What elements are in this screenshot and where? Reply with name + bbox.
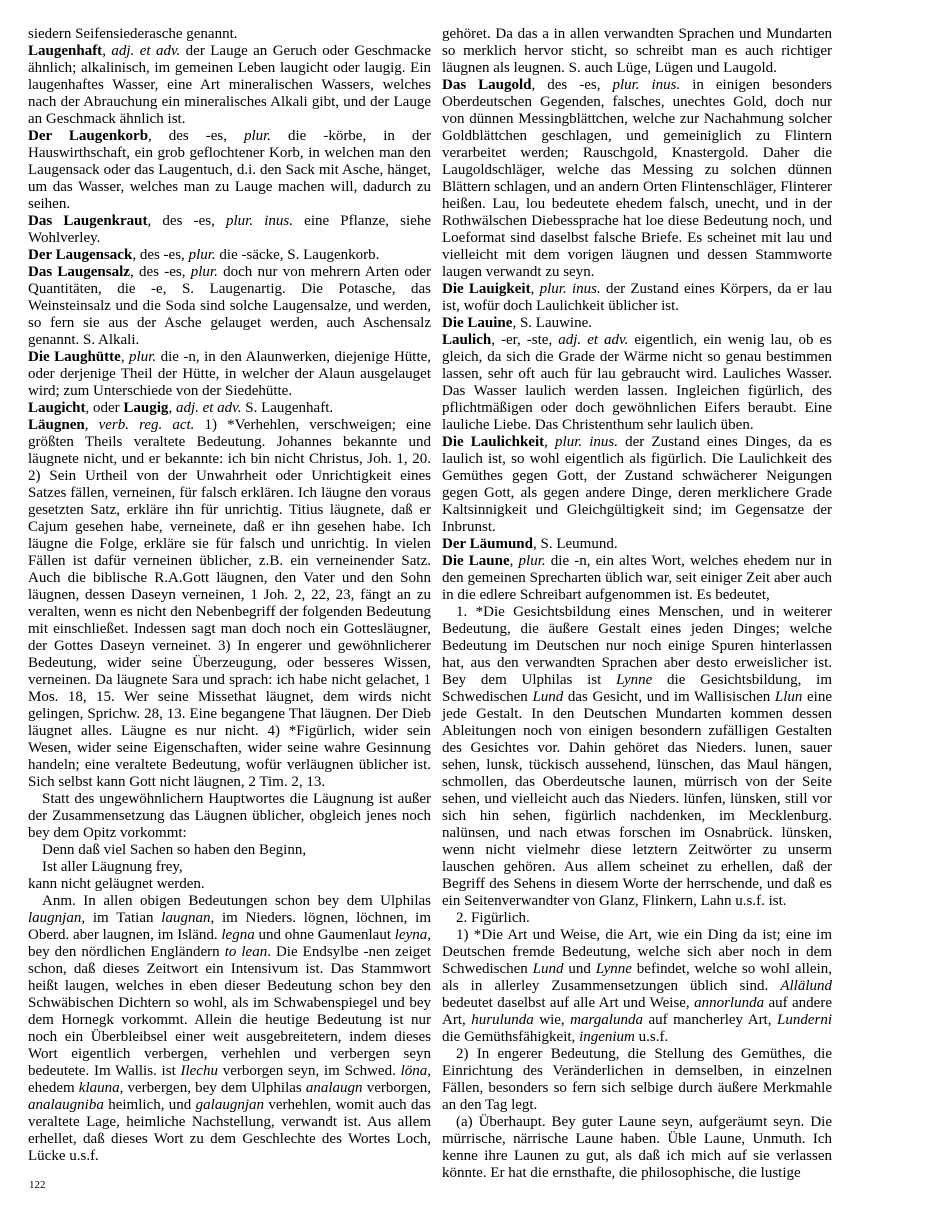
left-column — [28, 26, 431, 1182]
text-segment: , des -es, — [147, 213, 226, 229]
paragraph — [442, 927, 832, 1046]
text-segment: 1) *Verhehlen, verschweigen; eine größten Theils veraltete Bedeutung. Johannes bekannte und läugnete nicht, und er bekannte: ich bin nicht Christus, Joh. 1, 20. 2) Sein Urtheil von der Unwahrheit oder Unrichtigkeit eines Satzes fällen, verneinen, für falsch erklären. Ich läugne den voraus gesetzten Satz, erkläre ihn für unrichtig. Titius läugnete, daß er Cajum gesehen habe, verneinete, daß er ihn gesehen habe. Ich läugne die Folge, erkläre sie für falsch und unrichtig. In vielen Fällen ist dafür verneinen üblicher, z.B. ein verneinender Satz. Auch die biblische R.A.Gott läugnen, den Vater und den Sohn läugnen, dessen Daseyn verneinen, 1 Joh. 2, 22, 23, fängt an zu veralten, wenn es nicht den Nebenbegriff der folgenden Bedeutung mit einschließet. Indessen sagt man doch noch ein Gottesläugner, der Gottes Daseyn verneinet. 3) In engerer und gewöhnlicherer Bedeutung, wider seine Überzeugung, oder besseres Wissen, verneinen. Da läugnete Sara und sprach: ich habe nicht gelachet, 1 Mos. 18, 15. Wer seine Missethat läugnet, dem wirds nicht gelingen, Sprichw. 28, 13. Eine begangene That läugnen. Der Dieb läugnet alles. Läugne es nur nicht. 4) *Figürlich, wider sein Wesen, wider seine Eigenschaften, wider seine wahre Gesinnung handeln; eine veraltete Bedeutung, wofür verläugnen üblicher ist. Sich selbst kann Gott nicht läugnen, 2 Tim. 2, 13. — [28, 417, 432, 790]
paragraph — [28, 417, 431, 791]
text-segment: , -er, -ste, — [491, 332, 559, 348]
headword: Der Laugensack — [28, 247, 133, 263]
paragraph — [442, 1114, 832, 1182]
text-segment: siedern Seifensiederasche genannt. — [28, 26, 238, 42]
headword: Läugnen — [28, 417, 85, 433]
headword: Laulich — [442, 332, 492, 348]
paragraph — [442, 315, 832, 332]
text-segment: laugnan — [161, 910, 211, 926]
text-segment: , — [102, 43, 112, 59]
text-segment: verhehlen, womit auch das veraltete Lage, heimliche Nachstellung, verwandt ist. Aus allem erhellet, daß dieses Wort zu dem Geschlechte des Wortes Loch, Lücke u.s.f. — [28, 1097, 431, 1164]
text-segment: auf mancherley Art, — [642, 1012, 777, 1028]
text-segment: plur. — [190, 264, 218, 280]
text-segment: Allälund — [780, 978, 832, 994]
text-segment: Lynne — [595, 961, 632, 977]
paragraph — [28, 264, 431, 349]
text-segment: plur. — [243, 128, 272, 144]
text-segment: , — [530, 281, 540, 297]
text-segment: plur. inus. — [225, 213, 293, 229]
headword: Die Lauine — [442, 315, 513, 331]
text-segment: analaugn — [305, 1080, 363, 1096]
text-segment: 1. *Die Gesichtsbildung eines Menschen, und in weiterer Bedeutung, die äußere Gestalt eines jeden Dinges; welche Bedeutung im Deutschen nur noch einige Spuren hinterlassen hat, aus den verwandten Sprachen aber desto erweislicher ist. Bey dem Ulphilas ist — [442, 604, 832, 688]
text-segment: analaugniba — [28, 1097, 104, 1113]
text-segment: . Die Endsylbe -nen zeiget schon, daß dieses Zeitwort ein Intensivum ist. Das Stammwort heißt laugen, welches in eben dieser Bedeutung schon bey den Schwäbischen Dichtern so wohl, als im Schwabenspiegel und bey dem Hornegk vorkommt. Allein die heutige Bedeutung ist nur noch ein Überbleibsel einer weit ausgebreitetern, indem dieses Wort eigentlich verbergen, verhehlen und verbergen seyn bedeutete. Im Wallis. ist — [28, 944, 431, 1079]
text-segment: 2. Figürlich. — [456, 910, 530, 926]
text-segment: , des -es, — [132, 247, 189, 263]
text-segment: und — [563, 961, 596, 977]
text-segment: der Zustand eines Körpers, da er lau ist, wofür doch Laulichkeit üblicher ist. — [442, 281, 832, 314]
paragraph — [442, 77, 832, 281]
text-segment: die -n, in den Alaunwerken, diejenige Hütte, oder derjenige Theil der Hütte, in welcher der Alaun ausgelauget wird; zum Unterschiede von der Siedehütte. — [28, 349, 432, 399]
text-segment: heimlich, und — [103, 1097, 196, 1113]
paragraph — [442, 26, 832, 77]
text-segment: eigentlich, ein wenig lau, ob es gleich, da sich die Grade der Wärme nicht so genau bestimmen lassen, sehr oft auch für lau gebraucht wird. Lauliches Wasser. Das Wasser laulich werden lassen. Ingleichen figürlich, des pflichtmäßigen oder doch gewöhnlichen Eifers beraubt. Eine lauliche Liebe. Das Christenthum sehr laulich üben. — [442, 332, 832, 433]
text-segment: die Gesichtsbildung, im Schwedischen — [442, 672, 832, 705]
text-segment: gehöret. Da das a in allen verwandten Sprachen und Mundarten so merklich hervor sticht, so schreibt man es auch richtiger läugnen als leugnen. S. auch Lüge, Lügen und Laugold. — [442, 26, 832, 76]
text-segment: Lund — [532, 689, 564, 705]
paragraph — [442, 910, 832, 927]
text-segment: Anm. In allen obigen Bedeutungen schon bey dem Ulphilas — [42, 893, 431, 909]
text-segment: verborgen, — [362, 1080, 431, 1096]
text-segment: , S. Lauwine. — [512, 315, 593, 331]
text-segment: , oder — [85, 400, 124, 416]
paragraph — [442, 332, 832, 434]
text-segment: , verbergen, bey dem Ulphilas — [119, 1080, 306, 1096]
headword: Die Laulichkeit — [442, 434, 545, 450]
paragraph — [28, 128, 431, 213]
text-segment: leyna — [394, 927, 428, 943]
paragraph — [442, 553, 832, 604]
paragraph — [28, 43, 431, 128]
text-segment: S. Laugenhaft. — [241, 400, 334, 416]
text-segment: ingenium — [579, 1029, 635, 1045]
text-segment: das Gesicht, und im Wallisischen — [563, 689, 775, 705]
text-segment: , — [84, 417, 99, 433]
text-segment: die Gemüthsfähigkeit, — [442, 1029, 580, 1045]
text-segment: verborgen seyn, im Schwed. — [217, 1063, 401, 1079]
text-segment: Lunderni — [776, 1012, 832, 1028]
paragraph — [28, 876, 431, 893]
text-segment: , im Tatian — [81, 910, 162, 926]
paragraph — [28, 247, 431, 264]
text-segment: u.s.f. — [634, 1029, 669, 1045]
text-segment: die -säcke, S. Laugenkorb. — [215, 247, 380, 263]
text-segment: doch nur von mehrern Arten oder Quantitäten, die -e, S. Laugenartig. Die Potasche, das Weinsteinsalz und die Soda sind solche Laugensalze, und werden, so fern sie aus der Asche gelauget werden, auch Aschensalz genannt. S. Alkali. — [28, 264, 431, 348]
text-segment: , S. Leumund. — [533, 536, 618, 552]
headword: Das Laugensalz — [28, 264, 130, 280]
text-segment: kann nicht geläugnet werden. — [28, 876, 205, 892]
text-segment: legna — [221, 927, 255, 943]
text-segment: wie, — [533, 1012, 571, 1028]
text-segment: , des -es, — [531, 77, 613, 93]
page-number: 122 — [29, 1179, 46, 1191]
headword: Laugenhaft — [28, 43, 103, 59]
text-segment: verb. reg. act. — [98, 417, 195, 433]
paragraph — [28, 349, 431, 400]
text-segment: die -körbe, in der Hauswirthschaft, ein grob geflochtener Korb, in welchen man den Laugensack oder das Laugentuch, d.i. den Sack mit Asche, hänget, um das Wasser, welches man zu Lauge machen will, dadurch zu seihen. — [28, 128, 431, 212]
text-segment: löna — [400, 1063, 428, 1079]
text-segment: adj. et adv. — [558, 332, 629, 348]
headword: Die Laughütte — [28, 349, 121, 365]
text-segment: klauna — [78, 1080, 120, 1096]
headword: Das Laugenkraut — [28, 213, 148, 229]
text-segment: , — [544, 434, 556, 450]
paragraph — [28, 400, 431, 417]
headword: Die Laune — [442, 553, 510, 569]
text-segment: annorlunda — [694, 995, 765, 1011]
text-segment: Denn daß viel Sachen so haben den Beginn, — [42, 842, 307, 858]
text-segment: , bey den nördlichen Engländern — [28, 927, 432, 960]
headword: Das Laugold — [442, 77, 532, 93]
text-segment: Llun — [774, 689, 803, 705]
text-segment: auf andere Art, — [442, 995, 832, 1028]
text-segment: plur. — [518, 553, 546, 569]
paragraph — [28, 842, 431, 859]
text-segment: Lynne — [616, 672, 653, 688]
headword: Laugig — [123, 400, 169, 416]
text-segment: , ehedem — [28, 1063, 431, 1096]
text-columns — [28, 26, 832, 1182]
text-segment: der Lauge an Geruch oder Geschmacke ähnlich; alkalinisch, im gemeinen Leben laugicht oder laugig. Ein laugenhaftes Wasser, eine Art mineralischen Wassers, welches nach der Abrauchung ein mineralisches Alkali gibt, und der Lauge an Geschmack ähnlich ist. — [28, 43, 431, 127]
text-segment: 2) In engerer Bedeutung, die Stellung des Gemüthes, die Einrichtung des Veränderlichen in demselben, in einzelnen Fällen, besonders so fern sich selbige durch äußere Merkmahle an den Tag legt. — [442, 1046, 832, 1113]
paragraph — [442, 536, 832, 553]
headword: Laugicht — [28, 400, 86, 416]
text-segment: margalunda — [570, 1012, 643, 1028]
text-segment: hurulunda — [471, 1012, 534, 1028]
text-segment: , — [120, 349, 130, 365]
text-segment: plur. — [188, 247, 216, 263]
text-segment: befindet, welche so wohl allein, als in allerley Zusammensetzungen üblich sind. — [442, 961, 833, 994]
paragraph — [28, 26, 431, 43]
text-segment: die -n, ein altes Wort, welches ehedem nur in den gemeinen Sprecharten üblich war, seit einiger Zeit aber auch in die edlere Schreibart aufgenommen ist. Es bedeutet, — [442, 553, 832, 603]
text-segment: to lean — [224, 944, 268, 960]
right-column — [442, 26, 832, 1182]
text-segment: , — [509, 553, 519, 569]
text-segment: , des -es, — [129, 264, 191, 280]
text-segment: laugnjan — [28, 910, 82, 926]
text-segment: plur. inus. — [612, 77, 681, 93]
text-segment: Ist aller Läugnung frey, — [42, 859, 183, 875]
text-segment: adj. et adv. — [175, 400, 242, 416]
text-segment: (a) Überhaupt. Bey guter Laune seyn, aufgeräumt seyn. Die mürrische, närrische Laune haben. Üble Laune, Unmuth. Ich kenne ihre Launen zu gut, als daß ich mich auf sie verlassen könnte. Er hat die ernsthafte, die philosophische, die lustige — [442, 1114, 832, 1181]
text-segment: Statt des ungewöhnlichern Hauptwortes die Läugnung ist außer der Zusammensetzung das Läugnen üblicher, obgleich jenes noch bey dem Opitz vorkommt: — [28, 791, 431, 841]
text-segment: plur. inus. — [555, 434, 619, 450]
text-segment: eine jede Gestalt. In den Deutschen Mundarten kommen dessen Ableitungen noch von einigen besondern zufälligen Gestalten des Gesichtes vor. Dahin gehöret das Nieders. lunen, sauer sehen, lunsk, tückisch aussehend, lünschen, das Maul hängen, schmollen, das Oberdeutsche launen, mürrisch von der Seite sehen, und vielleicht auch das Nieders. lünfen, lünsken, still vor sich hin sehen, figürlich nachdenken, im Mecklenburg. nalünsen, und nach etwas forschen im Osnabrück. lünsken, wenn nicht vielmehr diese letztern Zeitwörter zu unserm lauschen gehören. Aus allem scheinet zu erhellen, daß der Begriff des Sehens in diesem Worte der herrschende, und daß es ein Seitenverwandter von Glanz, Flinkern, Lahn u.s.f. ist. — [442, 689, 833, 909]
text-segment: , im Nieders. lögnen, löchnen, im Oberd. aber laugnen, im Isländ. — [28, 910, 431, 943]
text-segment: der Zustand eines Dinges, da es laulich ist, so wohl eigentlich als figürlich. Die Laulichkeit des Gemüthes gegen Gott, der Zustand schwächerer Neigungen gegen Gott, als gegen andere Dinge, deren merklichere Grade Kaltsinnigkeit und Gleichgültigkeit sind; im Gegensatze der Inbrunst. — [442, 434, 832, 535]
text-segment: galaugnjan — [195, 1097, 265, 1113]
text-segment: adj. et adv. — [111, 43, 181, 59]
paragraph — [442, 1046, 832, 1114]
text-segment: plur. inus. — [539, 281, 601, 297]
headword: Der Laugenkorb — [28, 128, 149, 144]
paragraph — [28, 213, 431, 247]
text-segment: eine Pflanze, siehe Wohlverley. — [28, 213, 431, 246]
text-segment: in einigen besonders Oberdeutschen Gegenden, falsches, unechtes Gold, doch nur von dünnen Messingblättchen, welche zur Nachahmung solcher Goldblättchen geschlagen, und gemeiniglich zu Flintern verarbeitet werden; Rauschgold, Knastergold. Daher die Laugoldschläger, welche das Messing zu solchen dünnen Blättern schlagen, und an andern Orten Flintenschläger, Flinterer heißen. Lau, lou bedeutete ehedem falsch, unecht, und in der Rothwälschen Diebessprache hat loe diese Bedeutung noch, und Loeformat sind daselbst falsche Briefe. Es scheinet mit lau und vielleicht mit dem vorigen läugnen und dessen Stammworte laugen verwandt zu seyn. — [442, 77, 832, 280]
paragraph — [28, 791, 431, 842]
text-segment: Ilechu — [180, 1063, 218, 1079]
paragraph — [442, 604, 832, 910]
text-segment: und ohne Gaumenlaut — [254, 927, 395, 943]
paragraph — [442, 281, 832, 315]
headword: Der Läumund — [442, 536, 533, 552]
paragraph — [28, 893, 431, 1165]
text-segment: Lund — [532, 961, 564, 977]
paragraph — [442, 434, 832, 536]
paragraph — [28, 859, 431, 876]
headword: Die Lauigkeit — [442, 281, 531, 297]
text-segment: bedeutet daselbst auf alle Art und Weise, — [442, 995, 695, 1011]
text-segment: , des -es, — [148, 128, 244, 144]
text-segment: 1) *Die Art und Weise, die Art, wie ein Ding da ist; eine im Deutschen fremde Bedeutung, welche sich aber noch in dem Schwedischen — [442, 927, 832, 977]
text-segment: plur. — [129, 349, 157, 365]
text-segment: , — [168, 400, 176, 416]
